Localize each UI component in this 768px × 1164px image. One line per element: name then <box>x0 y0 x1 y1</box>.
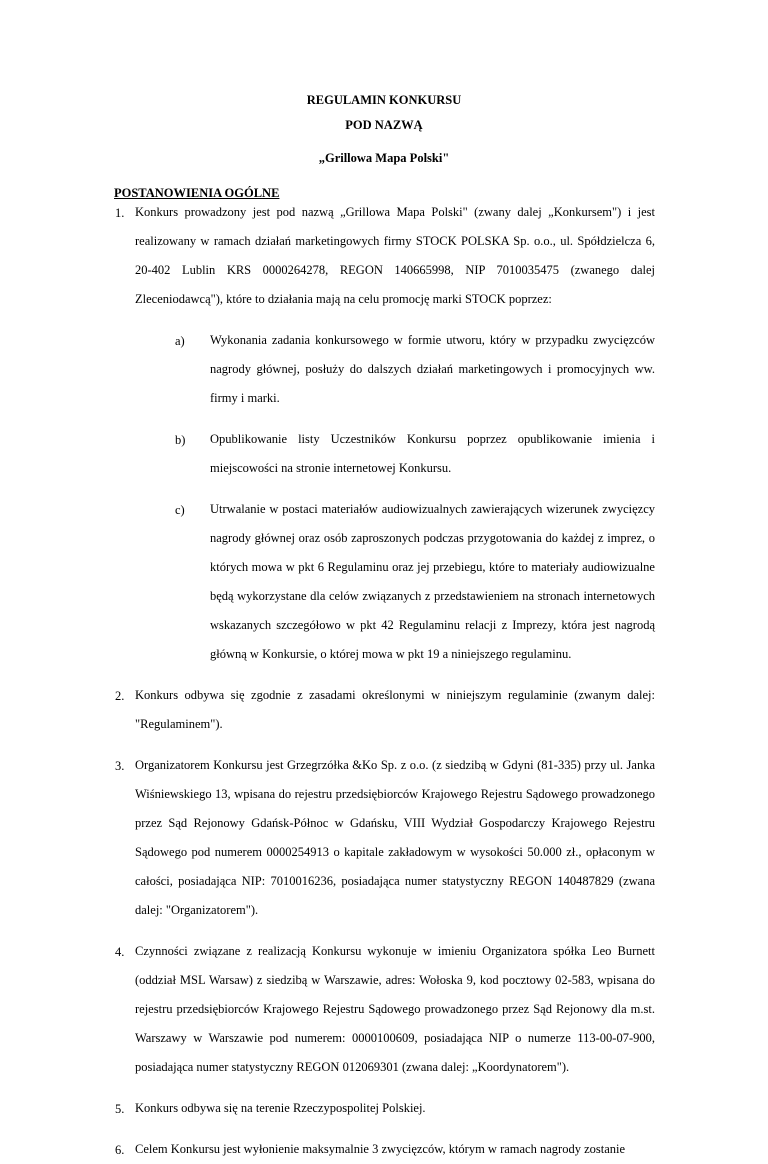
subitem-letter: c) <box>175 503 185 517</box>
item-number: 4. <box>115 945 125 959</box>
document-title: REGULAMIN KONKURSU <box>306 93 462 107</box>
subitem-letter: a) <box>175 334 185 348</box>
item-text: Organizatorem Konkursu jest Grzegrzółka &Ko Sp. z o.o. (z siedzibą w Gdyni (81-335) przy ul. Janka Wiśniewskiego 13, wpisana do rejestru przedsiębiorców Krajowego Rejestru Sądowego prowadzonego przez Sąd Rejonowy Gdańsk-Północ w Gdańsku, VIII Wydział Gospodarczy Krajowego Rejestru Sądowego pod numerem 0000254913 o kapitale zakładowym w wysokości 50.000 zł., opłaconym w całości, posiadająca NIP: 7010016236, posiadająca numer statystyczny REGON 140487829 (zwana dalej: "Organizatorem"). <box>135 758 655 917</box>
item-number: 2. <box>115 689 125 703</box>
item-number: 3. <box>115 759 125 773</box>
item-text: Konkurs odbywa się na terenie Rzeczypospolitej Polskiej. <box>135 1101 426 1115</box>
item-text: Konkurs prowadzony jest pod nazwą „Grillowa Mapa Polski" (zwany dalej „Konkursem") i jest realizowany w ramach działań marketingowych firmy STOCK POLSKA Sp. o.o., ul. Spółdzielcza 6, 20-402 Lublin KRS 0000264278, REGON 140665998, NIP 7010035475 (zwanego dalej Zleceniodawcą"), które to działania mają na celu promocję marki STOCK poprzez: <box>135 205 655 306</box>
subitem-text: Opublikowanie listy Uczestników Konkursu poprzez opublikowanie imienia i miejscowości na stronie internetowej Konkursu. <box>210 432 655 475</box>
item-number: 5. <box>115 1102 125 1116</box>
contest-name: „Grillowa Mapa Polski" <box>318 151 450 165</box>
subitem-letter: b) <box>175 433 186 447</box>
item-number: 1. <box>115 206 125 220</box>
item-text: Konkurs odbywa się zgodnie z zasadami określonymi w niniejszym regulaminie (zwanym dalej: "Regulaminem"). <box>135 688 655 731</box>
document-subtitle: POD NAZWĄ <box>345 118 423 132</box>
item-text: Czynności związane z realizacją Konkursu wykonuje w imieniu Organizatora spółka Leo Burnett (oddział MSL Warsaw) z siedzibą w Warszawie, adres: Wołoska 9, kod pocztowy 02-583, wpisana do rejestru przedsiębiorców Krajowego Rejestru Sądowego prowadzonego przez Sąd Rejonowy dla m.st. Warszawy w Warszawie pod numerem: 0000100609, posiadająca NIP o numerze 113-00-07-900, posiadająca numer statystyczny REGON 012069301 (zwana dalej: „Koordynatorem"). <box>135 944 655 1074</box>
item-text: Celem Konkursu jest wyłonienie maksymalnie 3 zwycięzców, którym w ramach nagrody zostanie <box>135 1142 626 1156</box>
item-number: 6. <box>115 1143 125 1157</box>
subitem-text: Utrwalanie w postaci materiałów audiowizualnych zawierających wizerunek zwycięzcy nagrody głównej oraz osób zaproszonych podczas przygotowania do każdej z imprez, o których mowa w pkt 6 Regulaminu oraz jej przebiegu, które to materiały audiowizualne będą wykorzystane dla celów związanych z przedstawieniem na stronach internetowych wskazanych szczegółowo w pkt 42 Regulaminu relacji z Imprezy, która jest nagrodą główną w Konkursie, o której mowa w pkt 19 a niniejszego regulaminu. <box>210 502 655 661</box>
section-heading: POSTANOWIENIA OGÓLNE <box>114 186 280 200</box>
subitem-text: Wykonania zadania konkursowego w formie utworu, który w przypadku zwycięzców nagrody głównej, posłuży do dalszych działań marketingowych i promocyjnych ww. firmy i marki. <box>210 333 655 405</box>
